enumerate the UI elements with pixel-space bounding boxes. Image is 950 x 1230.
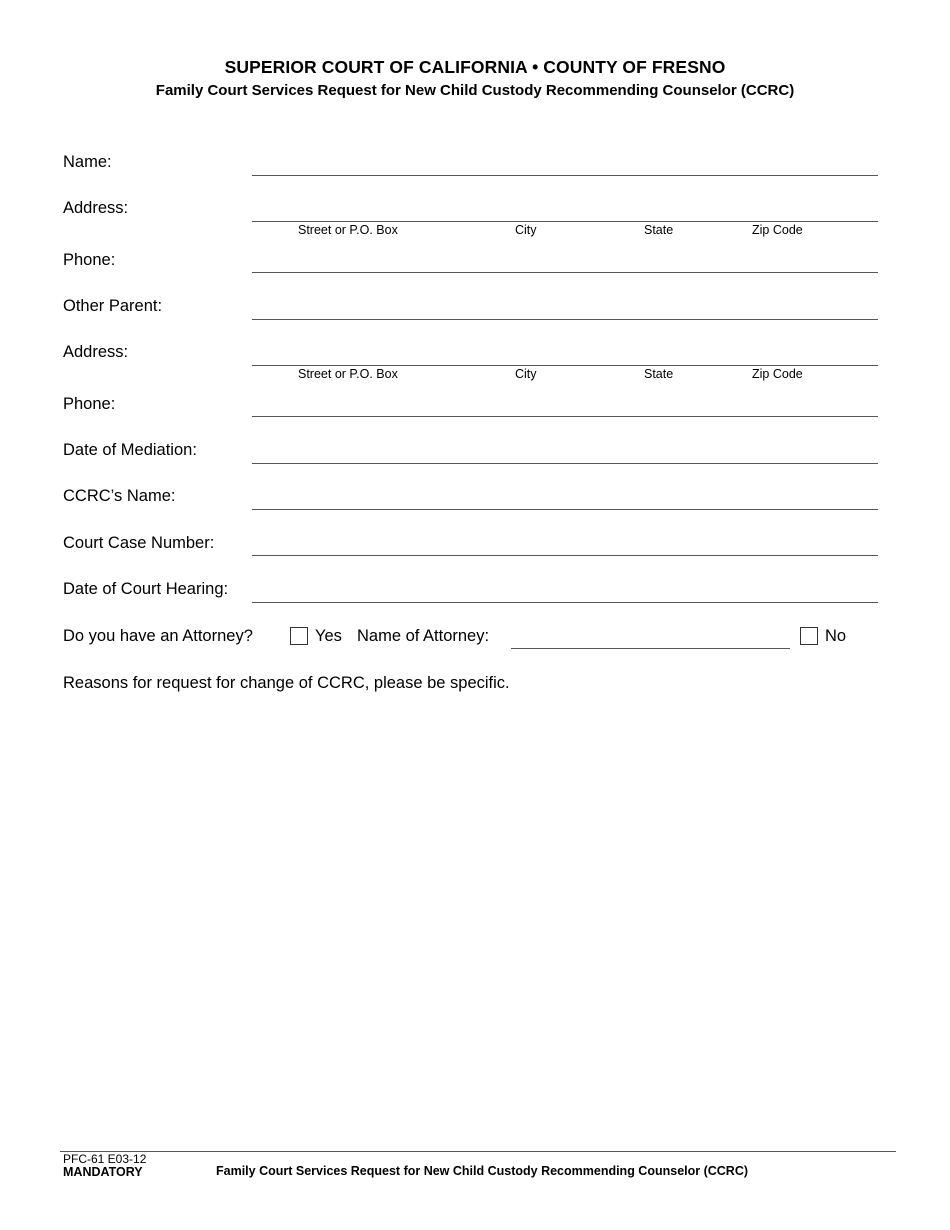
attorney-question: Do you have an Attorney? [63,627,253,645]
address-label: Address: [63,199,129,217]
attorney-no-checkbox[interactable] [800,627,818,645]
phone-label: Phone: [63,251,116,269]
phone-field[interactable] [252,272,878,273]
court-title: SUPERIOR COURT OF CALIFORNIA • COUNTY OF FRESNO [224,57,726,77]
attorney-name-label: Name of Attorney: [357,627,490,645]
footer-divider [60,1151,896,1152]
other-phone-field[interactable] [252,416,878,417]
other-address-street-sublabel: Street or P.O. Box [298,367,398,381]
other-parent-label: Other Parent: [63,297,163,315]
attorney-yes-label: Yes [315,627,342,645]
date-of-mediation-label: Date of Mediation: [63,441,197,459]
other-address-state-sublabel: State [644,367,674,381]
date-of-court-hearing-label: Date of Court Hearing: [63,580,229,598]
court-case-number-label: Court Case Number: [63,534,215,552]
address-city-sublabel: City [515,223,537,237]
ccrc-name-field[interactable] [252,509,878,510]
other-address-zip-sublabel: Zip Code [752,367,803,381]
footer-title: Family Court Services Request for New Child Custody Recommending Counselor (CCRC) [216,1164,749,1178]
mandatory-label: MANDATORY [63,1165,143,1179]
date-of-mediation-field[interactable] [252,463,878,464]
reasons-instruction: Reasons for request for change of CCRC, please be specific. [63,674,510,692]
address-field[interactable] [252,221,878,222]
name-label: Name: [63,153,112,171]
attorney-no-label: No [825,627,847,645]
other-phone-label: Phone: [63,395,116,413]
date-of-court-hearing-field[interactable] [252,602,878,603]
address-state-sublabel: State [644,223,674,237]
attorney-yes-checkbox[interactable] [290,627,308,645]
form-title: Family Court Services Request for New Child Custody Recommending Counselor (CCRC) [155,82,795,99]
address-zip-sublabel: Zip Code [752,223,803,237]
other-parent-field[interactable] [252,319,878,320]
form-code: PFC-61 E03-12 [63,1152,147,1166]
other-address-field[interactable] [252,365,878,366]
address-street-sublabel: Street or P.O. Box [298,223,398,237]
name-field[interactable] [252,175,878,176]
other-address-label: Address: [63,343,129,361]
court-case-number-field[interactable] [252,555,878,556]
ccrc-name-label: CCRC’s Name: [63,487,176,505]
attorney-name-field[interactable] [511,648,790,649]
other-address-city-sublabel: City [515,367,537,381]
